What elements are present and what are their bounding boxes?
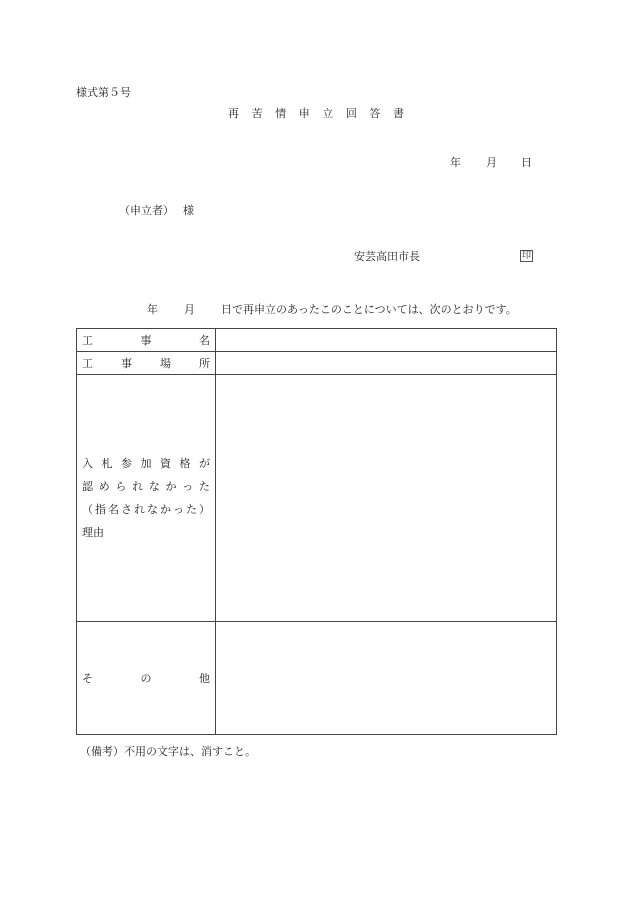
date-year: 年 <box>450 156 461 169</box>
char: 書 <box>392 107 404 120</box>
char: か <box>165 480 177 493</box>
char: 入 <box>82 457 93 470</box>
char: 札 <box>101 457 113 470</box>
char: 再 <box>228 107 239 120</box>
form-number: 様式第５号 <box>76 86 131 99</box>
char: っ <box>173 503 184 516</box>
row-label-project-location: 工事場所 <box>82 357 210 370</box>
char: さ <box>121 503 132 516</box>
char: 加 <box>140 457 152 470</box>
char: 参 <box>121 457 132 470</box>
other-value[interactable] <box>216 622 557 735</box>
table-row <box>77 622 557 735</box>
date-month: 月 <box>486 156 497 169</box>
table-row <box>77 352 557 375</box>
char: れ <box>132 480 144 493</box>
char: 苦 <box>251 107 263 120</box>
project-location-value[interactable] <box>216 352 557 375</box>
char: ） <box>199 503 210 516</box>
char: 答 <box>369 107 381 120</box>
char: 申 <box>298 107 310 120</box>
char: 立 <box>322 107 334 120</box>
char: 格 <box>179 457 191 470</box>
intro-year: 年 <box>147 303 158 316</box>
char: 回 <box>345 107 357 120</box>
char: た <box>198 480 210 493</box>
date-day: 日 <box>521 156 532 169</box>
document-title <box>228 107 404 121</box>
row-label-project-name: 工事名 <box>82 334 210 347</box>
table-row <box>77 375 557 622</box>
char: が <box>199 457 210 470</box>
char: 情 <box>275 107 287 120</box>
char: 名 <box>108 503 119 516</box>
response-table <box>76 328 557 735</box>
project-name-value[interactable] <box>216 329 557 352</box>
char: か <box>160 503 171 516</box>
char: た <box>186 503 197 516</box>
char: ら <box>115 480 127 493</box>
char: 指 <box>95 503 106 516</box>
char: な <box>147 503 158 516</box>
seal-mark: 印 <box>522 251 532 261</box>
intro-month: 月 <box>184 303 195 316</box>
reason-value[interactable] <box>216 375 557 622</box>
row-label-other: その他 <box>82 672 210 685</box>
char: 認 <box>82 480 93 493</box>
intro-text: 日で再申立のあったこのことについては、次のとおりです。 <box>221 303 517 316</box>
char: め <box>98 480 110 493</box>
addressee-honorific: 様 <box>183 204 194 217</box>
issuer-name: 安芸高田市長 <box>354 250 420 263</box>
char: っ <box>182 480 194 493</box>
char: （ <box>82 503 93 516</box>
char: 資 <box>160 457 171 470</box>
row-label-reason: 入 札 参 加 資 格 が 認 め ら れ な か っ た （ 指 名 さ れ な か っ た ） 理由 <box>77 375 216 622</box>
addressee-label: （申立者） <box>119 204 174 217</box>
char: な <box>148 480 160 493</box>
char: れ <box>134 503 145 516</box>
table-row <box>77 329 557 352</box>
note: （備考）不用の文字は、消すこと。 <box>80 745 256 758</box>
